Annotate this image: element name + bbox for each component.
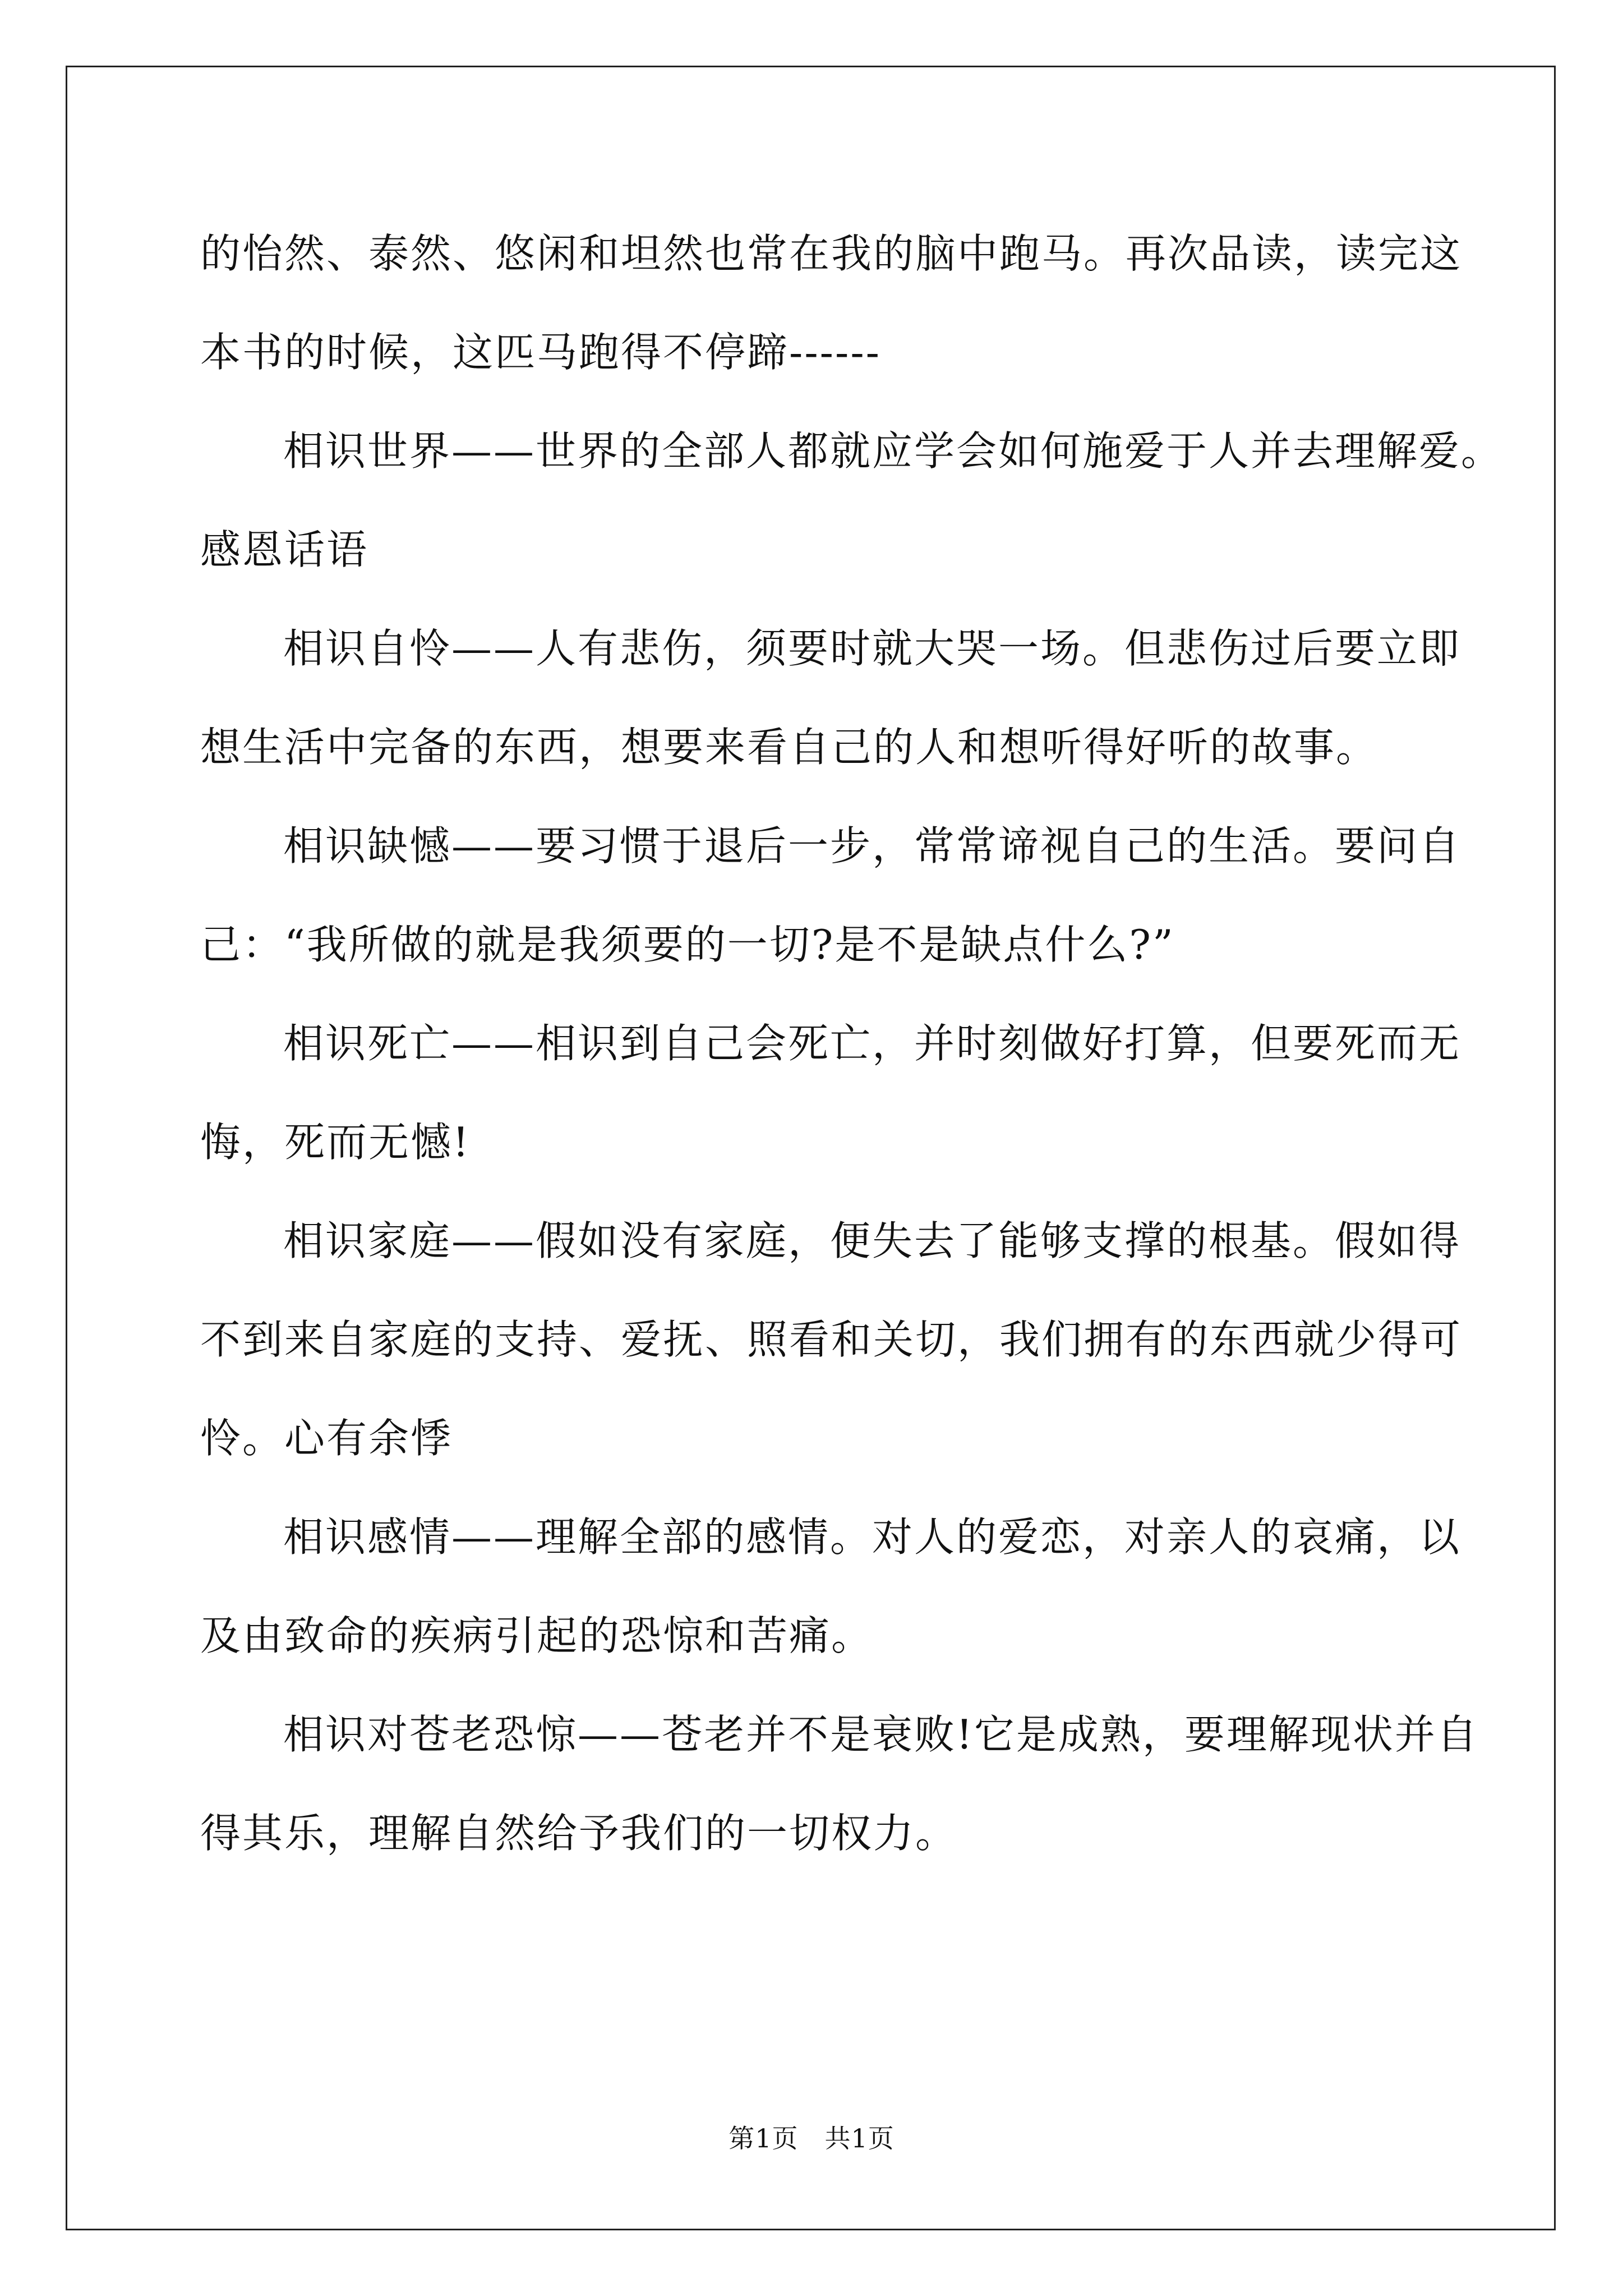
text-line: 悔，死而无憾! xyxy=(200,1119,471,1166)
paragraph xyxy=(200,1191,1463,1488)
text-line: 不到来自家庭的支持、爱抚、照看和关切，我们拥有的东西就少得可 xyxy=(200,1316,1463,1363)
text-line: 感恩话语 xyxy=(200,526,369,573)
paragraph xyxy=(200,797,1461,994)
text-line: 及由致命的疾病引起的恐惊和苦痛。 xyxy=(200,1612,874,1659)
text-line: 怜。心有余悸 xyxy=(200,1415,453,1462)
text-line: 相识感情——理解全部的感情。对人的爱恋，对亲人的哀痛，以 xyxy=(283,1513,1461,1561)
text-line: 相识死亡——相识到自己会死亡，并时刻做好打算，但要死而无 xyxy=(283,1020,1461,1067)
paragraph xyxy=(200,204,1463,402)
text-line: 己：“我所做的就是我须要的一切?是不是缺点什么?” xyxy=(200,921,1175,968)
text-line: 相识世界——世界的全部人都就应学会如何施爱于人并去理解爱。 xyxy=(283,427,1504,475)
text-line: 得其乐，理解自然给予我们的一切权力。 xyxy=(200,1810,958,1857)
paragraph xyxy=(200,994,1461,1191)
text-line: 本书的时候，这匹马跑得不停蹄------ xyxy=(200,329,881,376)
text-line: 相识对苍老恐惊——苍老并不是衰败!它是成熟，要理解现状并自 xyxy=(283,1711,1479,1758)
paragraph xyxy=(200,1488,1461,1685)
text-line: 相识家庭——假如没有家庭，便失去了能够支撑的根基。假如得 xyxy=(283,1217,1461,1264)
paragraph xyxy=(200,402,1504,599)
text-line: 相识自怜——人有悲伤，须要时就大哭一场。但悲伤过后要立即 xyxy=(283,625,1461,672)
text-line: 相识缺憾——要习惯于退后一步，常常谛视自己的生活。要问自 xyxy=(283,822,1461,869)
document-body xyxy=(200,204,1504,1883)
paragraph xyxy=(200,599,1461,797)
text-line: 想生活中完备的东西，想要来看自己的人和想听得好听的故事。 xyxy=(200,724,1378,771)
page-footer: 第1页 共1页 xyxy=(728,2123,895,2154)
paragraph xyxy=(200,1685,1479,1883)
text-line: 的怡然、泰然、悠闲和坦然也常在我的脑中跑马。再次品读，读完这 xyxy=(200,230,1463,277)
